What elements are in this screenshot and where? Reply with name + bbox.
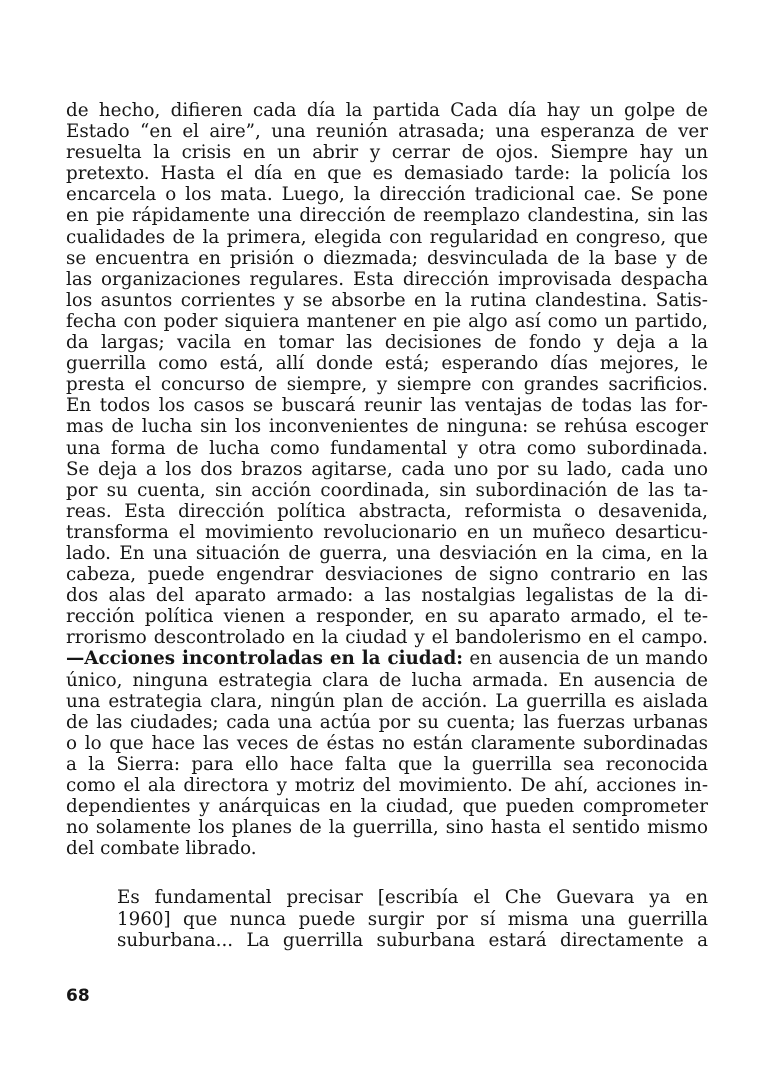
text-line: En todos los casos se buscará reunir las ventajas de todas las for- xyxy=(66,395,708,417)
text-line: cabeza, puede engendrar desviaciones de signo contrario en las xyxy=(66,564,708,586)
text-line: presta el concurso de siempre, y siempre con grandes sacrificios. xyxy=(66,374,708,396)
text-line: de las ciudades; cada una actúa por su cuenta; las fuerzas urbanas xyxy=(66,711,708,733)
text-line: da largas; vacila en tomar las decisiones de fondo y deja a la xyxy=(66,332,708,354)
text-line: una estrategia clara, ningún plan de acción. La guerrilla es aislada xyxy=(66,690,708,712)
text-line: a la Sierra: para ello hace falta que la guerrilla sea reconocida xyxy=(66,753,708,775)
text-line: rección política vienen a responder, en su aparato armado, el te- xyxy=(66,606,708,628)
text-line: se encuentra en prisión o diezmada; desvinculada de la base y de xyxy=(66,247,708,269)
heading-line-rest: en ausencia de un mando xyxy=(462,648,709,670)
text-line: rrorismo descontrolado en la ciudad y el bandolerismo en el campo. xyxy=(66,627,708,649)
text-line: reas. Esta dirección política abstracta, reformista o desavenida, xyxy=(66,500,708,522)
text-line: del combate librado. xyxy=(66,838,257,860)
heading-line xyxy=(66,648,708,669)
block-quote xyxy=(117,887,708,952)
text-line: Estado “en el aire”, una reunión atrasada; una esperanza de ver xyxy=(66,121,708,143)
text-line: pretexto. Hasta el día en que es demasiado tarde: la policía los xyxy=(66,163,708,185)
text-line: lado. En una situación de guerra, una desviación en la cima, en la xyxy=(66,542,708,564)
quote-line: Es fundamental precisar [escribía el Che Guevara ya en xyxy=(117,887,708,908)
text-line: Se deja a los dos brazos agitarse, cada uno por su lado, cada uno xyxy=(66,458,708,480)
page-number: 68 xyxy=(66,986,90,1006)
text-line: una forma de lucha como fundamental y otra como subordinada. xyxy=(66,437,708,459)
text-line: encarcela o los mata. Luego, la dirección tradicional cae. Se pone xyxy=(66,184,708,206)
text-line: fecha con poder siquiera mantener en pie algo así como un partido, xyxy=(66,310,708,332)
text-line: en pie rápidamente una dirección de reemplazo clandestina, sin las xyxy=(66,205,708,227)
text-line: como el ala directora y motriz del movimiento. De ahí, acciones in- xyxy=(66,775,708,796)
text-line: mas de lucha sin los inconvenientes de ninguna: se rehúsa escoger xyxy=(66,416,708,438)
text-line: de hecho, difieren cada día la partida Cada día hay un golpe de xyxy=(66,100,708,121)
text-line: por su cuenta, sin acción coordinada, sin subordinación de las ta- xyxy=(66,479,708,501)
main-paragraph xyxy=(66,100,708,859)
text-line: dos alas del aparato armado: a las nostalgias legalistas de la di- xyxy=(66,585,708,607)
text-line: o lo que hace las veces de éstas no están claramente subordinadas xyxy=(66,732,708,754)
text-line: resuelta la crisis en un abrir y cerrar de ojos. Siempre hay un xyxy=(66,142,708,164)
text-line: guerrilla como está, allí donde está; esperando días mejores, le xyxy=(66,353,708,375)
text-line: los asuntos corrientes y se absorbe en la rutina clandestina. Satis- xyxy=(66,289,708,311)
text-line: cualidades de la primera, elegida con regularidad en congreso, que xyxy=(66,226,708,248)
quote-line: 1960] que nunca puede surgir por sí misma una guerrilla xyxy=(117,908,708,930)
text-line: transforma el movimiento revolucionario en un muñeco desarticu- xyxy=(66,521,708,543)
text-line: único, ninguna estrategia clara de lucha armada. En ausencia de xyxy=(66,669,708,691)
text-line: las organizaciones regulares. Esta dirección improvisada despacha xyxy=(66,268,708,290)
text-line: dependientes y anárquicas en la ciudad, que pueden comprometer xyxy=(66,796,708,818)
text-line: no solamente los planes de la guerrilla, sino hasta el sentido mismo xyxy=(66,817,708,839)
quote-line: suburbana... La guerrilla suburbana estará directamente a xyxy=(117,930,708,951)
section-heading: —Acciones incontroladas en la ciudad: xyxy=(66,648,463,670)
